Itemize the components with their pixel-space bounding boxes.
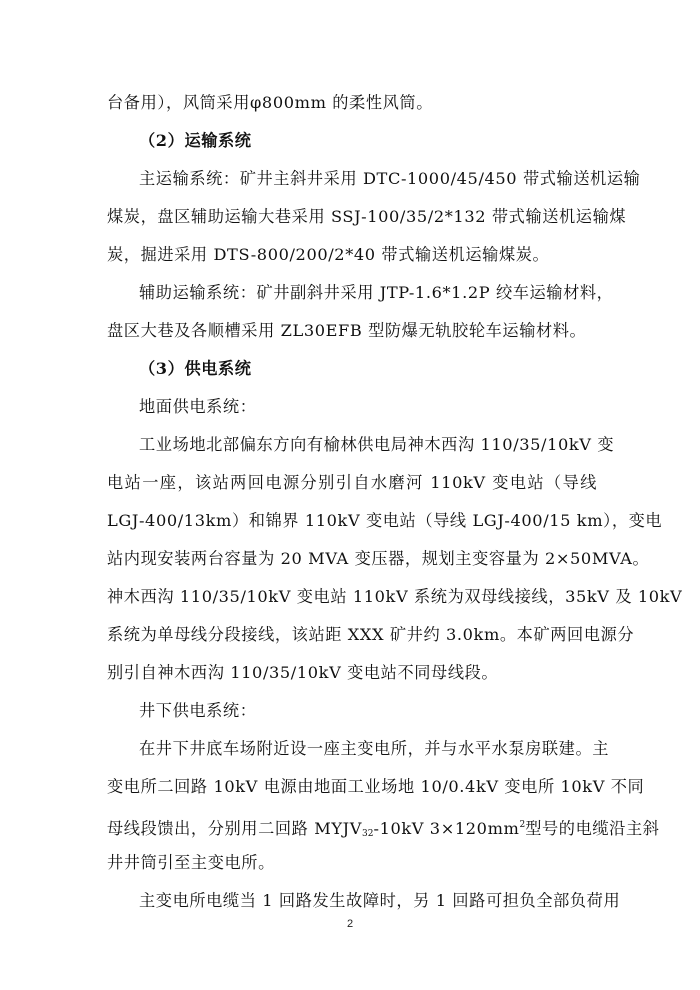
text-line: 煤炭，盘区辅助运输大巷采用 SSJ-100/35/2*132 带式输送机运输煤 [107,207,627,226]
text-line: 盘区大巷及各顺槽采用 ZL30EFB 型防爆无轨胶轮车运输材料。 [107,321,587,340]
subheading-surface-power: 地面供电系统： [139,397,257,416]
text-line: 站内现安装两台容量为 20 MVA 变压器，规划主变容量为 2×50MVA。 [107,549,650,568]
text-line: 神木西沟 110/35/10kV 变电站 110kV 系统为双母线接线，35kV 及 10kV [107,587,683,606]
text-line: 别引自神木西沟 110/35/10kV 变电站不同母线段。 [107,663,499,682]
text-segment: -10kV 3×120mm [373,819,520,838]
text-line: 变电所二回路 10kV 电源由地面工业场地 10/0.4kV 变电所 10kV 不同 [107,777,645,796]
text-segment: 型号的电缆沿主斜 [525,819,660,838]
text-line: 在井下井底车场附近设一座主变电所，并与水平水泵房联建。主 [139,739,610,758]
text-line: 电站一座，该站两回电源分别引自水磨河 110kV 变电站（导线 [107,473,597,492]
subscript: 32 [362,829,374,839]
page-number: 2 [346,918,354,930]
section-heading-power: （3）供电系统 [139,359,252,378]
text-line-cable-spec [107,814,660,845]
text-line: 工业场地北部偏东方向有榆林供电局神木西沟 110/35/10kV 变 [139,435,615,454]
text-line: 井井筒引至主变电所。 [107,853,275,872]
text-line: 炭，掘进采用 DTS-800/200/2*40 带式输送机运输煤炭。 [107,245,550,264]
section-heading-transport: （2）运输系统 [139,131,252,150]
text-line: 主运输系统：矿井主斜井采用 DTC-1000/45/450 带式输送机运输 [139,169,641,188]
text-line: 主变电所电缆当 1 回路发生故障时，另 1 回路可担负全部负荷用 [139,891,621,910]
subheading-underground-power: 井下供电系统： [139,701,257,720]
text-segment: 母线段馈出，分别用二回路 MYJV [107,819,363,838]
text-line: 系统为单母线分段接线，该站距 XXX 矿井约 3.0km。本矿两回电源分 [107,625,635,644]
text-line: 辅助运输系统：矿井副斜井采用 JTP-1.6*1.2P 绞车运输材料， [139,283,614,302]
text-line: 台备用），风筒采用φ800mm 的柔性风筒。 [107,93,433,112]
superscript: 2 [519,820,526,830]
text-line: LGJ-400/13km）和锦界 110kV 变电站（导线 LGJ-400/15 km），变电 [107,511,663,530]
